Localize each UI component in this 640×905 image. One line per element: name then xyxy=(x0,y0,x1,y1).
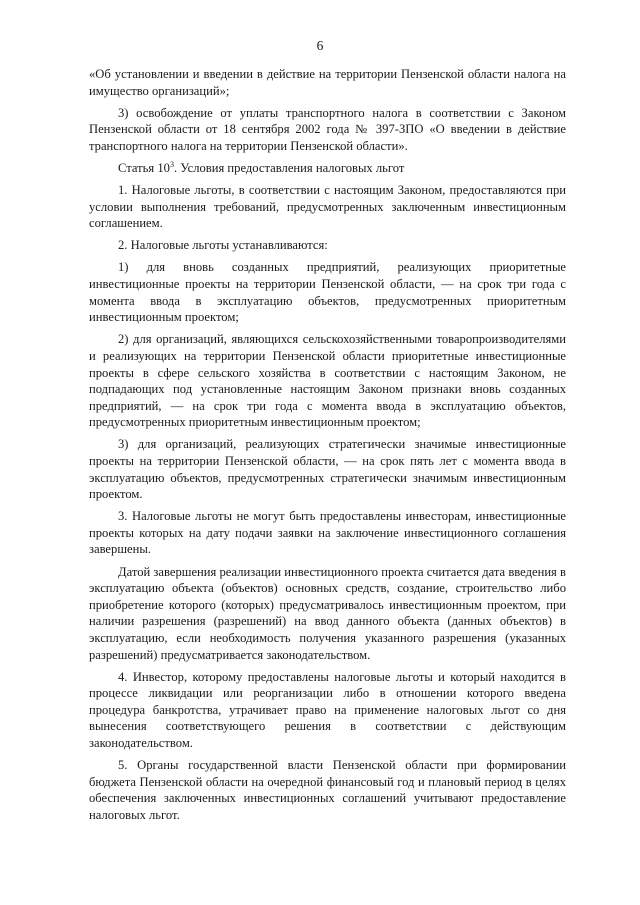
paragraph-point-5: 5. Органы государственной власти Пензенской области при формировании бюджета Пензенской области на очередной финансовый год и плановый период в целях обеспечения заключенных инвестиционных соглашений учитывают предоставление налоговых льгот. xyxy=(89,758,566,822)
article-superscript: 3 xyxy=(169,159,174,169)
article-heading xyxy=(89,160,566,177)
paragraph-point-3: 3. Налоговые льготы не могут быть предоставлены инвесторам, инвестиционные проекты которых на дату подачи заявки на заключение инвестиционного соглашения завершены. xyxy=(89,509,566,557)
document-body xyxy=(89,66,566,829)
paragraph-point-4: 4. Инвестор, которому предоставлены налоговые льготы и который находится в процессе ликвидации или реорганизации либо в отношении которого введена процедура банкротства, утрачивает право на применение налоговых льгот со дня вынесения соответствующего решения в соответствии с действующим законодательством. xyxy=(89,669,566,750)
paragraph-point-2: 2. Налоговые льготы устанавливаются: xyxy=(118,238,328,253)
page-number: 6 xyxy=(316,38,324,53)
paragraph-item-3-transport-tax: 3) освобождение от уплаты транспортного налога в соответствии с Законом Пензенской области от 18 сентября 2002 года № 397-ЗПО «О введении в действие транспортного налога на территории Пензенской области». xyxy=(89,105,566,153)
article-number: Статья 10 xyxy=(118,160,170,175)
paragraph-continuation: «Об установлении и введении в действие на территории Пензенской области налога на имущество организаций»; xyxy=(89,67,566,98)
paragraph-subpoint-2: 2) для организаций, являющихся сельскохозяйственными товаропроизводителями и реализующих на территории Пензенской области приоритетные инвестиционные проекты в сфере сельского хозяйства в соответствии с настоящим Законом, не подпадающих под установленные настоящим Законом признаки вновь созданных предприятий, — на срок три года с момента ввода в эксплуатацию объектов, предусмотренных приоритетным инвестиционным проектом; xyxy=(89,332,566,430)
article-title: . Условия предоставления налоговых льгот xyxy=(173,160,405,175)
paragraph-subpoint-1: 1) для вновь созданных предприятий, реализующих приоритетные инвестиционные проекты на территории Пензенской области, — на срок три года с момента ввода в эксплуатацию объектов, предусмотренных приоритетным инвестиционным проектом; xyxy=(89,260,566,325)
paragraph-completion-date: Датой завершения реализации инвестиционного проекта считается дата введения в эксплуатацию объекта (объектов) основных средств, создание, строительство либо приобретение которого (которых) предусматривалось инвестиционным проектом, при наличии разрешения (разрешений) на ввод данного объекта (данных объектов) в эксплуатацию, если необходимость получения указанного разрешения (указанных разрешений) предусматривается законодательством. xyxy=(89,564,566,662)
paragraph-point-1: 1. Налоговые льготы, в соответствии с настоящим Законом, предоставляются при условии выполнения требований, предусмотренных заключенным инвестиционным соглашением. xyxy=(89,183,566,231)
paragraph-subpoint-3: 3) для организаций, реализующих стратегически значимые инвестиционные проекты на территории Пензенской области, — на срок пять лет с момента ввода в эксплуатацию объектов, предусмотренных стратегически значимым инвестиционным проектом. xyxy=(89,437,566,502)
